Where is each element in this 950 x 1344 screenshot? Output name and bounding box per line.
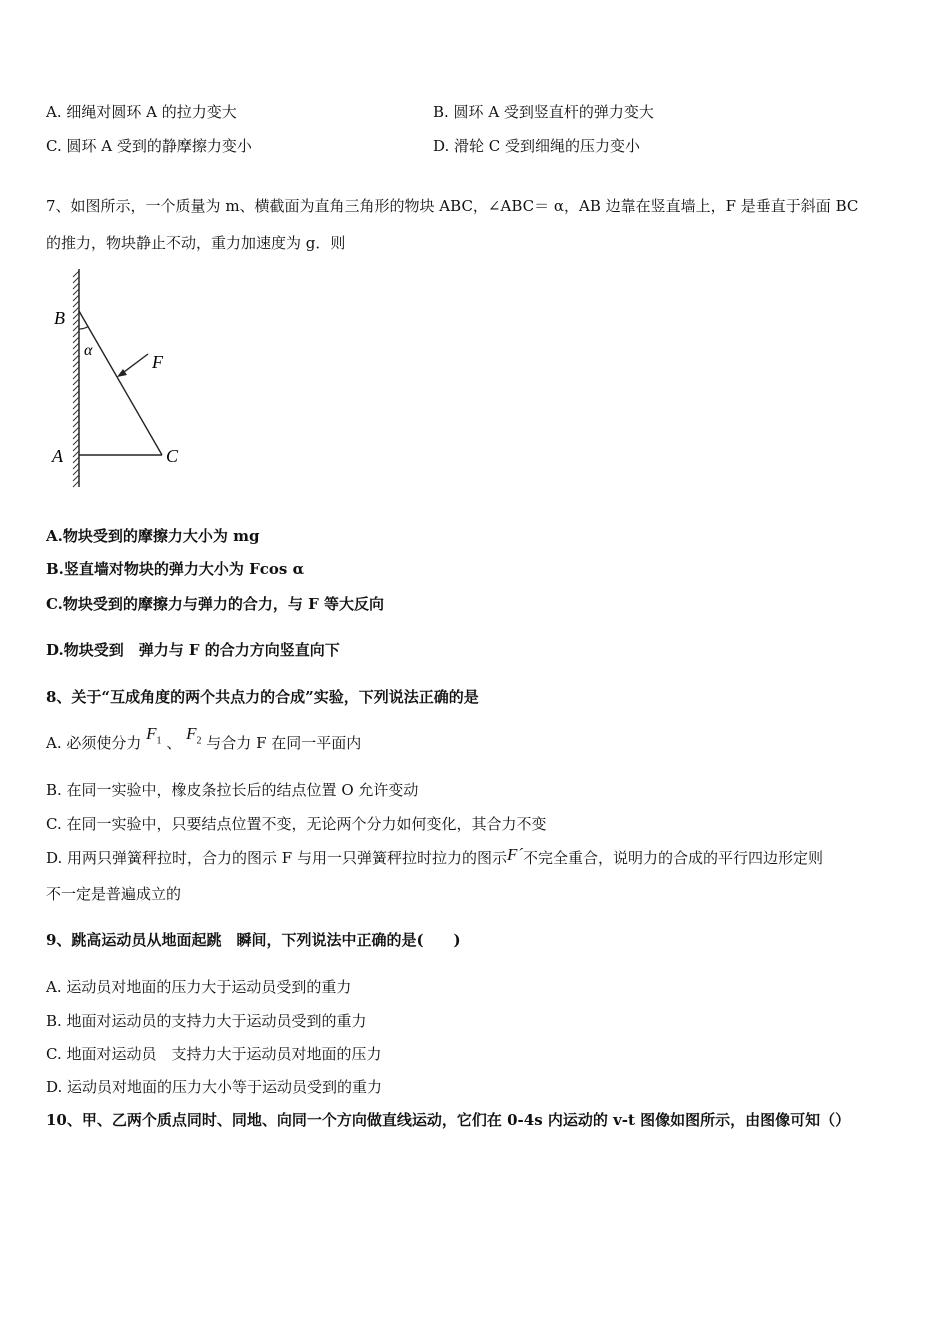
q8-f-prime-symbol: F´ (506, 845, 524, 864)
wall-hatch-mark (73, 283, 79, 289)
q8-option-d-suffix: 不完全重合，说明力的合成的平行四边形定则 (523, 849, 824, 867)
wall-hatch-mark (73, 439, 79, 445)
label-a: A (52, 446, 63, 466)
q8-separator: 、 (166, 734, 182, 752)
q8-f2-symbol: $F_2$ (186, 724, 202, 747)
wall-hatch-mark (73, 373, 79, 379)
wall-hatch-mark (73, 331, 79, 337)
q8-option-a (46, 724, 362, 760)
q7-option-b: B.竖直墙对物块的弹力大小为 Fcos α (46, 560, 305, 578)
side-bc (79, 311, 162, 455)
q7-option-c: C.物块受到的摩擦力与弹力的合力，与 F 等大反向 (46, 595, 384, 613)
wall-hatch-mark (73, 289, 79, 295)
wall-hatch-mark (73, 379, 79, 385)
angle-arc (79, 327, 88, 329)
q6-option-a: A. 细绳对圆环 A 的拉力变大 (46, 103, 237, 121)
wall-hatching (73, 269, 79, 487)
q9-option-a: A. 运动员对地面的压力大于运动员受到的重力 (46, 978, 352, 996)
q8-option-d-line2: 不一定是普遍成立的 (46, 885, 182, 903)
wall-hatch-mark (73, 361, 79, 367)
q8-option-d-prefix: D. 用两只弹簧秤拉时，合力的图示 F 与用一只弹簧秤拉时拉力的图示 (46, 849, 507, 867)
wall-hatch-mark (73, 433, 79, 439)
q9-option-b: B. 地面对运动员的支持力大于运动员受到的重力 (46, 1012, 367, 1030)
q8-stem: 8、关于“互成角度的两个共点力的合成”实验，下列说法正确的是 (46, 688, 479, 706)
q9-option-d: D. 运动员对地面的压力大小等于运动员受到的重力 (46, 1078, 383, 1096)
q8-option-a-suffix: 与合力 F 在同一平面内 (206, 734, 362, 752)
wall-hatch-mark (73, 409, 79, 415)
wall-hatch-mark (73, 343, 79, 349)
wall-hatch-mark (73, 415, 79, 421)
wall-hatch-mark (73, 325, 79, 331)
q7-figure-triangle-block (40, 265, 200, 495)
wall-hatch-mark (73, 403, 79, 409)
wall-hatch-mark (73, 337, 79, 343)
wall-hatch-mark (73, 457, 79, 463)
q6-option-b: B. 圆环 A 受到竖直杆的弹力变大 (433, 103, 654, 121)
q9-option-c: C. 地面对运动员 支持力大于运动员对地面的压力 (46, 1045, 382, 1063)
wall-hatch-mark (73, 319, 79, 325)
wall-hatch-mark (73, 469, 79, 475)
wall-hatch-mark (73, 463, 79, 469)
q7-stem-line2: 的推力，物块静止不动，重力加速度为 g．则 (46, 234, 346, 252)
wall-hatch-mark (73, 355, 79, 361)
q8-option-c: C. 在同一实验中，只要结点位置不变，无论两个分力如何变化，其合力不变 (46, 815, 547, 833)
wall-hatch-mark (73, 481, 79, 487)
label-f: F (152, 352, 163, 372)
q7-option-a: A.物块受到的摩擦力大小为 mg (46, 527, 260, 545)
q8-f1-subscript: 1 (156, 735, 162, 747)
q9-stem: 9、跳高运动员从地面起跳 瞬间，下列说法中正确的是( ) (46, 931, 461, 949)
wall-hatch-mark (73, 367, 79, 373)
wall-hatch-mark (73, 295, 79, 301)
q7-option-d: D.物块受到 弹力与 F 的合力方向竖直向下 (46, 641, 340, 659)
wall-hatch-mark (73, 427, 79, 433)
label-alpha: α (84, 342, 93, 359)
wall-hatch-mark (73, 385, 79, 391)
wall-hatch-mark (73, 277, 79, 283)
wall-hatch-mark (73, 451, 79, 457)
label-c: C (166, 446, 179, 466)
wall-hatch-mark (73, 313, 79, 319)
wall-hatch-mark (73, 391, 79, 397)
q6-option-c: C. 圆环 A 受到的静摩擦力变小 (46, 137, 252, 155)
wall-hatch-mark (73, 445, 79, 451)
q10-stem: 10、甲、乙两个质点同时、同地、向同一个方向做直线运动，它们在 0-4s 内运动的 v-t 图像如图所示，由图像可知（） (46, 1111, 851, 1129)
wall-hatch-mark (73, 475, 79, 481)
q7-stem-line1: 7、如图所示，一个质量为 m、横截面为直角三角形的物块 ABC，∠ABC＝ α，AB 边靠在竖直墙上，F 是垂直于斜面 BC (46, 197, 859, 215)
label-b: B (54, 308, 65, 328)
wall-hatch-mark (73, 271, 79, 277)
wall-hatch-mark (73, 301, 79, 307)
q8-option-d (46, 845, 824, 868)
wall-hatch-mark (73, 349, 79, 355)
q8-option-b: B. 在同一实验中，橡皮条拉长后的结点位置 O 允许变动 (46, 781, 419, 799)
wall-hatch-mark (73, 421, 79, 427)
q8-option-a-prefix: A. 必须使分力 (46, 734, 142, 752)
q6-option-d: D. 滑轮 C 受到细绳的压力变小 (433, 137, 641, 155)
wall-hatch-mark (73, 307, 79, 313)
wall-hatch-mark (73, 397, 79, 403)
q8-f2-subscript: 2 (196, 735, 202, 747)
q8-f1-symbol: $F_1$ (146, 724, 162, 747)
